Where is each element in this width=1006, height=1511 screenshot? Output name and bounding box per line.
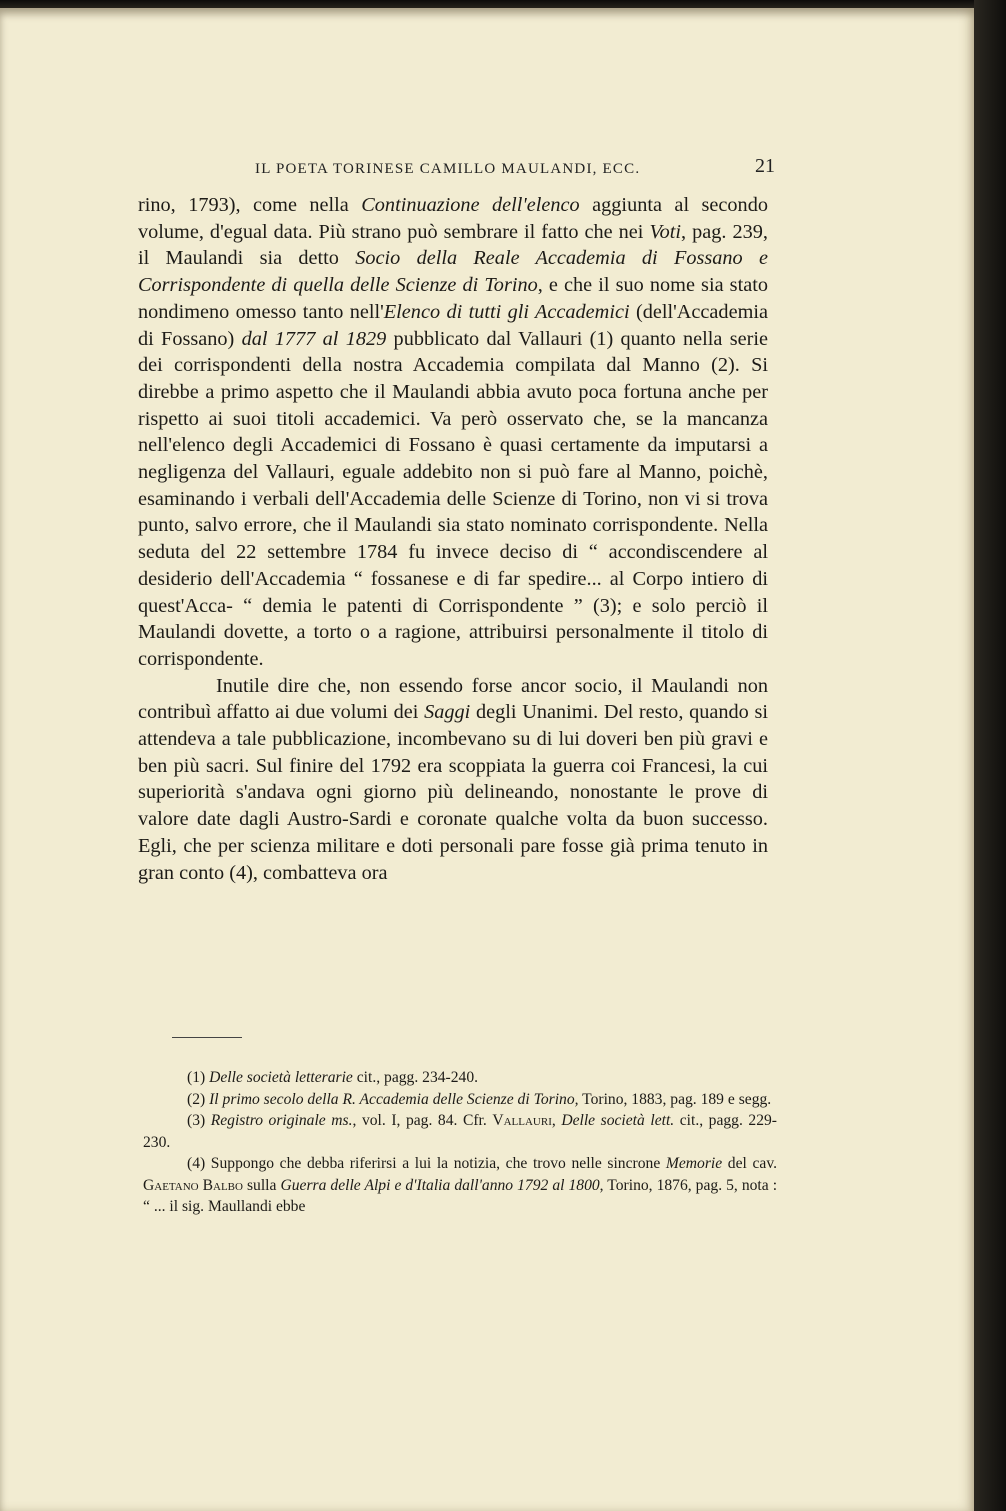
footnote-3: (3) Registro originale ms., vol. I, pag. 84. Cfr. Vallauri, Delle società lett. cit., pagg. 229-230.: [143, 1112, 778, 1151]
paragraph-2: Inutile dire che, non essendo forse ancor socio, il Maulandi non contribuì affatto ai due volumi dei Saggi degli Unanimi. Del resto, quando si attendeva a tale pubblicazione, incombevano su di lui doveri ben più gravi e ben più sacri. Sul finire del 1792 era scoppiata la guerra coi Francesi, la cui superiorità s'andava ogni giorno più delineando, nonostante le prove di valore date dagli Austro-Sardi e coronate qualche volta da buon successo. Egli, che per scienza militare e doti personali pare fosse già prima tenuto in gran conto (4), combatteva ora: [138, 674, 768, 884]
footnote-1: (1) Delle società letterarie cit., pagg. 234-240.: [187, 1069, 479, 1086]
main-text: [138, 192, 768, 886]
running-head: IL POETA TORINESE CAMILLO MAULANDI, ECC.: [255, 161, 641, 177]
footnotes: [143, 1067, 777, 1218]
footnote-2: (2) Il primo secolo della R. Accademia delle Scienze di Torino, Torino, 1883, pag. 189 e segg.: [187, 1090, 772, 1108]
scan-right-edge: [974, 0, 1006, 1511]
footnote-4: (4) Suppongo che debba riferirsi a lui la notizia, che trovo nelle sincrone Memorie del cav. Gaetano Balbo sulla Guerra delle Alpi e d'Italia dall'anno 1792 al 1800, Torino, 1876, pag. 5, nota : “ ... il sig. Maullandi ebbe: [143, 1155, 778, 1215]
footnote-separator: [172, 1037, 242, 1038]
paragraph-1: rino, 1793), come nella Continuazione dell'elenco aggiunta al secondo volume, d'egual data. Più strano può sembrare il fatto che nei Voti, pag. 239, il Maulandi sia detto Socio della Reale Accademia di Fossano e Corrispondente di quella delle Scienze di Torino, e che il suo nome sia stato nondimeno omesso tanto nell'Elenco di tutti gli Accademici (dell'Accademia di Fossano) dal 1777 al 1829 pubblicato dal Vallauri (1) quanto nella serie dei corrispondenti della nostra Accademia compilata dal Manno (2). Si direbbe a primo aspetto che il Maulandi abbia avuto poca fortuna anche per rispetto ai suoi titoli accademici. Va però osservato che, se la mancanza nell'elenco degli Accademici di Fossano è quasi certamente da imputarsi a negligenza del Vallauri, eguale addebito non si può fare al Manno, poichè, esaminando i verbali dell'Accademia delle Scienze di Torino, non vi si trova punto, salvo errore, che il Maulandi sia stato nominato corrispondente. Nella seduta del 22 settembre 1784 fu invece deciso di “ accondiscendere al desiderio dell'Accademia “ fossanese e di far spedire... al Corpo intiero di quest'Acca- “ demia le patenti di Corrispondente ” (3); e solo perciò il Maulandi dovette, a torto o a ragione, attribuirsi personalmente il titolo di corrispondente.: [138, 194, 769, 670]
page-number: 21: [755, 155, 775, 177]
